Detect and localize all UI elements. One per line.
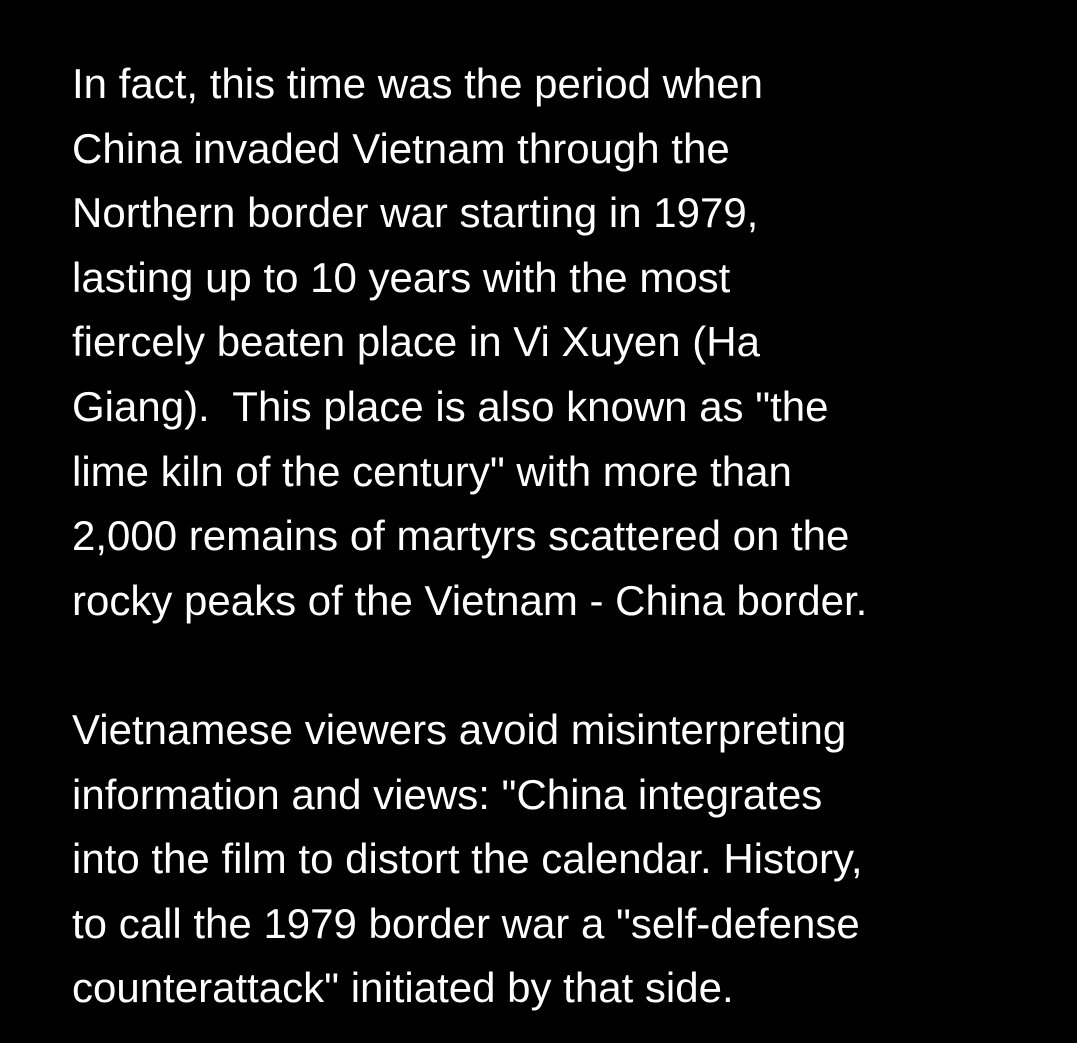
text-line: Giang). This place is also known as "the: [72, 382, 829, 430]
caption-text-block: [72, 52, 1062, 1021]
text-line: lime kiln of the century" with more than: [72, 447, 792, 495]
text-line: In fact, this time was the period when: [72, 60, 764, 107]
text-line: information and views: "China integrates: [72, 770, 823, 818]
text-line: into the film to distort the calendar. History,: [72, 835, 863, 883]
text-line: rocky peaks of the Vietnam - China border.: [72, 576, 868, 624]
paragraph-2: [72, 698, 1062, 1021]
text-line: counterattack" initiated by that side.: [72, 964, 734, 1012]
paragraph-spacer: [72, 633, 1062, 698]
text-line: China invaded Vietnam through the: [72, 124, 730, 172]
text-line: 2,000 remains of martyrs scattered on the: [72, 512, 850, 560]
text-line: Northern border war starting in 1979,: [72, 189, 759, 237]
text-line: Vietnamese viewers avoid misinterpreting: [72, 705, 847, 753]
text-line: to call the 1979 border war a "self-defense: [72, 899, 860, 947]
text-line: lasting up to 10 years with the most: [72, 253, 731, 301]
paragraph-1: [72, 52, 1062, 633]
text-line: fiercely beaten place in Vi Xuyen (Ha: [72, 318, 760, 366]
